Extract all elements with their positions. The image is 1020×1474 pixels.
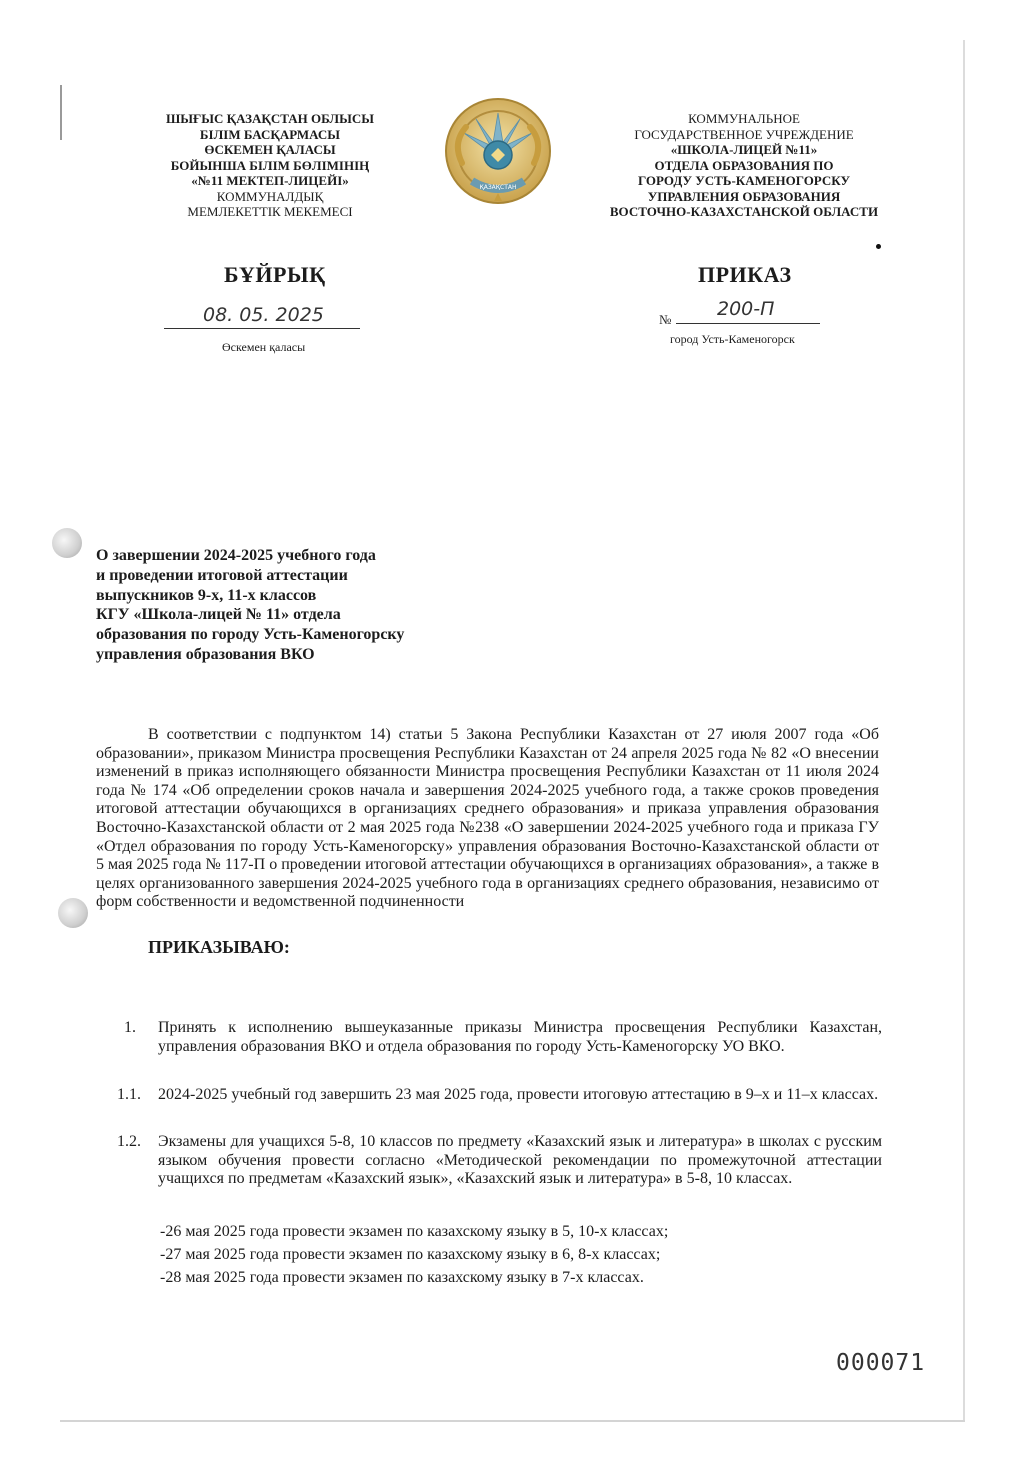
scan-edge-bottom xyxy=(60,1420,965,1422)
header-right xyxy=(596,111,892,220)
header-left-line: ШЫҒЫС ҚАЗАҚСТАН ОБЛЫСЫ xyxy=(165,111,375,126)
header-right-line: ГОСУДАРСТВЕННОЕ УЧРЕЖДЕНИЕ xyxy=(634,126,854,142)
header-right-line: КОММУНАЛЬНОЕ xyxy=(688,111,800,126)
order-title xyxy=(96,546,404,665)
header-left-line: БОЙЫНША БІЛІМ БӨЛІМІНІҢ xyxy=(170,157,370,173)
header-left-line: ӨСКЕМЕН ҚАЛАСЫ xyxy=(204,142,336,157)
header-left xyxy=(150,111,390,220)
header-right-line: ОТДЕЛА ОБРАЗОВАНИЯ ПО xyxy=(654,157,834,173)
city-ru: город Усть-Каменогорск xyxy=(670,332,795,346)
list-item xyxy=(117,1086,882,1105)
title-line: О завершении 2024-2025 учебного года xyxy=(96,547,376,564)
city-kz: Өскемен қаласы xyxy=(222,340,306,354)
title-line: образования по городу Усть-Каменогорску xyxy=(96,626,405,644)
header-left-line: МЕМЛЕКЕТТІК МЕКЕМЕСІ xyxy=(187,204,353,219)
exam-line: -28 мая 2025 года провести экзамен по казахскому языку в 7-х классах. xyxy=(160,1269,644,1286)
header-right-line: ГОРОДУ УСТЬ-КАМЕНОГОРСКУ xyxy=(637,173,851,188)
list-item xyxy=(117,1133,882,1189)
item-number: 1.1. xyxy=(117,1086,141,1103)
page-number: 000071 xyxy=(836,1350,926,1376)
preamble-paragraph: В соответствии с подпунктом 14) статьи 5 Закона Республики Казахстан от 27 июля 2007 года «Об образовании», приказом Министра просвещения Республики Казахстан от 24 апреля 2025 года № 82 «О внесении изменений в приказ исполняющего обязанности Министра просвещения Республики Казахстан от 11 июля 2024 года № 174 «Об определении сроков начала и завершения 2024-2025 учебного года, а также сроков проведения итоговой аттестации обучающихся в организациях среднего образования» и приказа управления образования Восточно-Казахстанской области от 2 мая 2025 года №238 «О завершении 2024-2025 учебного года и приказа ГУ «Отдел образования по городу Усть-Каменогорску» управления образования Восточно-Казахстанской области от 5 мая 2025 года № 117-П о проведении итоговой аттестации обучающихся в организациях образования», а также в целях организованного завершения 2024-2025 учебного года в организациях среднего образования, независимо от форм собственности и ведомственной подчиненности xyxy=(96,726,879,911)
scan-speck xyxy=(876,244,881,249)
item-text: 2024-2025 учебный год завершить 23 мая 2025 года, провести итоговую аттестацию в 9–х и 11–х классах. xyxy=(158,1086,879,1103)
list-item xyxy=(117,1019,882,1056)
order-date: 08. 05. 2025 xyxy=(203,304,324,326)
header-right-line: ВОСТОЧНО-КАЗАХСТАНСКОЙ ОБЛАСТИ xyxy=(609,204,879,219)
number-underline xyxy=(676,323,820,324)
number-prefix: № xyxy=(659,312,672,327)
decree-word: ПРИКАЗЫВАЮ: xyxy=(148,937,290,957)
punch-hole-top xyxy=(52,528,82,558)
scan-edge-left xyxy=(60,85,62,140)
title-line: КГУ «Школа-лицей № 11» отдела xyxy=(96,606,341,624)
order-type-ru: ПРИКАЗ xyxy=(698,262,792,287)
exam-line: -26 мая 2025 года провести экзамен по казахскому языку в 5, 10-х классах; xyxy=(160,1223,669,1240)
title-line: и проведении итоговой аттестации xyxy=(96,566,348,584)
scan-edge-right xyxy=(963,40,965,1420)
header-right-line: «ШКОЛА-ЛИЦЕЙ №11» xyxy=(670,142,818,157)
svg-text:ҚАЗАҚСТАН: ҚАЗАҚСТАН xyxy=(479,184,517,191)
exam-line: -27 мая 2025 года провести экзамен по казахскому языку в 6, 8-х классах; xyxy=(160,1246,661,1263)
punch-hole-bottom xyxy=(58,898,88,928)
header-right-line: УПРАВЛЕНИЯ ОБРАЗОВАНИЯ xyxy=(647,188,841,204)
item-text: Принять к исполнению вышеуказанные приказы Министра просвещения Республики Казахстан, управления образования ВКО и отдела образования по городу Усть-Каменогорску УО ВКО. xyxy=(158,1019,882,1055)
title-line: выпускников 9-х, 11-х классов xyxy=(96,586,317,604)
header-left-line: «№11 МЕКТЕП-ЛИЦЕЙІ» xyxy=(191,173,349,188)
header-left-line: КОММУНАЛДЫҚ xyxy=(216,188,324,204)
date-underline xyxy=(164,328,360,329)
item-text: Экзамены для учащихся 5-8, 10 классов по предмету «Казахский язык и литература» в школах с русским языком обучения провести согласно «Методической рекомендации по промежуточной аттестации учащихся по предметам «Казахский язык», «Казахский язык и литература» в 5-8, 10 классах. xyxy=(158,1133,882,1188)
header-left-line: БІЛІМ БАСҚАРМАСЫ xyxy=(199,126,341,142)
order-number: 200-П xyxy=(717,298,775,320)
state-emblem-icon xyxy=(442,93,554,215)
order-type-kz: БҰЙРЫҚ xyxy=(224,262,326,287)
item-number: 1. xyxy=(124,1019,136,1036)
title-line: управления образования ВКО xyxy=(96,645,315,663)
item-number: 1.2. xyxy=(117,1133,141,1150)
